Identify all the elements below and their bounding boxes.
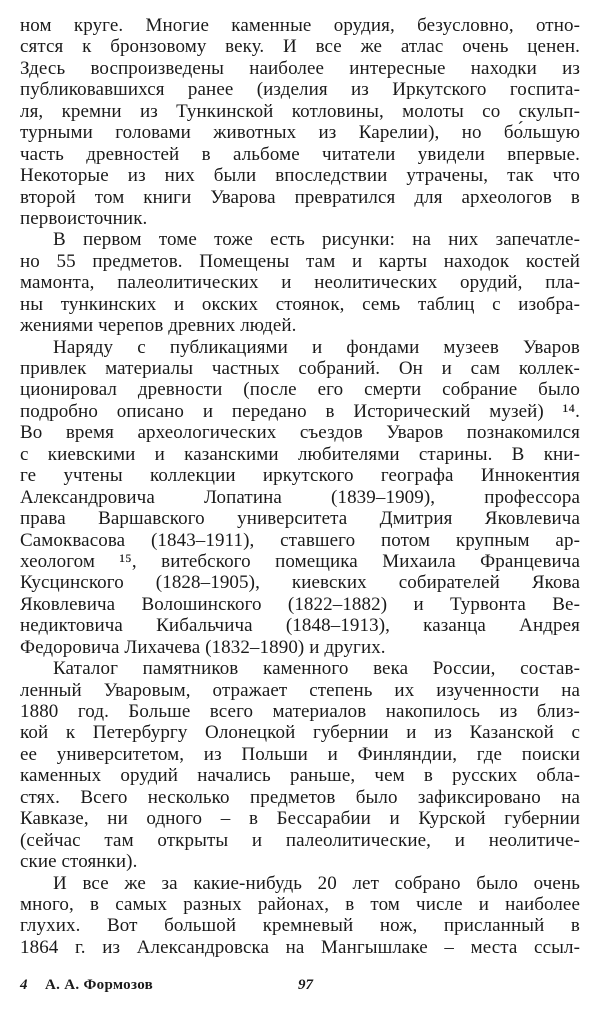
text-line: ном круге. Многие каменные орудия, безусловно, отно- — [20, 15, 580, 36]
text-line: И все же за какие-нибудь 20 лет собрано было очень — [53, 872, 580, 894]
page-footer — [20, 977, 580, 999]
text-line: второй том книги Уварова превратился для археологов в — [20, 186, 580, 208]
text-line: жениями черепов древних людей. — [20, 315, 297, 337]
text-line: Кавказе, ни одного – в Бессарабии и Курской губернии — [20, 808, 580, 830]
text-line: первоисточник. — [20, 207, 148, 229]
paragraph — [20, 658, 580, 872]
text-line: Некоторые из них были впоследствии утрачены, так что — [20, 165, 580, 187]
text-line: но 55 предметов. Помещены там и карты находок костей — [20, 250, 580, 272]
author-name: А. А. Формозов — [45, 977, 154, 993]
text-line: часть древностей в альбоме читатели увидели впервые. — [20, 143, 580, 165]
text-line: сятся к бронзовому веку. И все же атлас очень ценен. — [20, 36, 580, 58]
text-line: глухих. Вот большой кремневый нож, присланный в — [20, 915, 580, 937]
text-line: Александровича Лопатина (1839–1909), профессора — [20, 486, 580, 508]
text-line: каменных орудий начались раньше, чем в русских обла- — [20, 765, 580, 787]
text-line: ционировал древности (после его смерти собрание было — [20, 379, 580, 401]
text-line: 1864 г. из Александровска на Мангышлаке – места ссыл- — [20, 936, 580, 958]
text-line: права Варшавского университета Дмитрия Яковлевича — [20, 508, 580, 530]
text-line: привлек материалы частных собраний. Он и сам коллек- — [20, 358, 580, 379]
signature-mark: 4 — [20, 977, 28, 993]
paragraph — [20, 337, 580, 659]
text-line: стях. Всего несколько предметов было зафиксировано на — [20, 786, 580, 808]
text-line: много, в самых разных районах, в том числе и наиболее — [20, 893, 580, 915]
text-line: мамонта, палеолитических и неолитических орудий, пла- — [20, 272, 580, 294]
body-text — [20, 15, 580, 958]
text-line: подробно описано и передано в Исторический музей) ¹⁴. — [20, 400, 580, 422]
text-line: ленный Уваровым, отражает степень их изученности на — [20, 679, 580, 701]
text-line: Во время археологических съездов Уваров познакомился — [20, 422, 580, 444]
text-line: Здесь воспроизведены наиболее интересные находки из — [20, 57, 580, 79]
text-line: кой к Петербургу Олонецкой губернии и из Казанской с — [20, 722, 580, 744]
text-line: Яковлевича Волошинского (1822–1882) и Турвонта Ве- — [20, 593, 580, 615]
text-line: ские стоянки). — [20, 851, 138, 873]
text-line: турными головами животных из Карелии), но бо́льшую — [20, 122, 580, 144]
text-line: ля, кремни из Тункинской котловины, молоты со скульп- — [20, 100, 580, 122]
text-line: недиктовича Кибальчича (1848–1913), казанца Андрея — [20, 615, 580, 637]
text-line: хеологом ¹⁵, витебского помещика Михаила Францевича — [20, 550, 580, 572]
text-line: Самоквасова (1843–1911), ставшего потом крупным ар- — [20, 529, 580, 551]
text-line: 1880 год. Больше всего материалов накопилось из близ- — [20, 701, 580, 722]
text-line: публиковавшихся ранее (изделия из Иркутского госпита- — [20, 79, 580, 101]
text-line: с киевскими и казанскими любителями старины. В кни- — [20, 443, 580, 465]
paragraph — [20, 873, 580, 959]
text-line: ны тункинских и окских стоянок, семь таблиц с изобра- — [20, 293, 580, 315]
text-line: Кусцинского (1828–1905), киевских собирателей Якова — [20, 572, 580, 594]
paragraph — [20, 15, 580, 229]
page-number: 97 — [298, 977, 313, 993]
text-line: Наряду с публикациями и фондами музеев Уваров — [53, 336, 580, 358]
paragraph — [20, 229, 580, 336]
text-line: (сейчас там открыты и палеолитические, и неолитиче- — [20, 829, 580, 851]
text-line: ге учтены коллекции иркутского географа Иннокентия — [20, 465, 580, 487]
text-line: Каталог памятников каменного века России, состав- — [53, 658, 580, 680]
text-line: В первом томе тоже есть рисунки: на них запечатле- — [53, 229, 580, 251]
text-line: Федоровича Лихачева (1832–1890) и других. — [20, 636, 386, 658]
text-line: ее университетом, из Польши и Финляндии, где поиски — [20, 743, 580, 765]
